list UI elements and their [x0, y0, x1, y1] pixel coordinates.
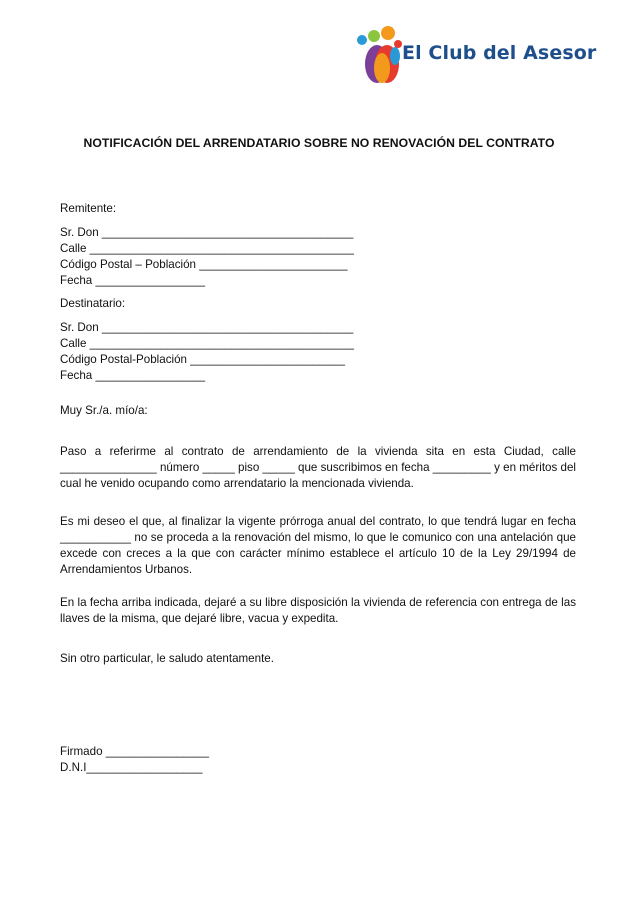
recipient-heading: Destinatario: [60, 297, 126, 310]
recipient-date-line: Fecha _________________ [60, 369, 206, 382]
sender-block [60, 225, 354, 289]
sender-street-line: Calle _________________________________________ [60, 242, 355, 255]
brand-name: El Club del Asesor [402, 42, 597, 64]
recipient-postal-line: Código Postal-Población ________________________ [60, 353, 345, 366]
recipient-name-line: Sr. Don _______________________________________ [60, 321, 354, 334]
document-title: NOTIFICACIÓN DEL ARRENDATARIO SOBRE NO RENOVACIÓN DEL CONTRATO [83, 136, 555, 150]
sender-name-line: Sr. Don _______________________________________ [60, 226, 354, 239]
closing-paragraph: Sin otro particular, le saludo atentamente. [60, 652, 274, 665]
sender-postal-line: Código Postal – Población _______________________ [60, 258, 348, 271]
sender-date-line: Fecha _________________ [60, 274, 206, 287]
signature-block [60, 744, 209, 776]
people-logo-icon [357, 26, 402, 83]
body-paragraph: En la fecha arriba indicada, dejaré a su libre disposición la vivienda de referencia con entrega de las llaves de la misma, que dejaré libre, vacua y expedita. [60, 596, 576, 625]
salutation: Muy Sr./a. mío/a: [60, 404, 148, 417]
body-paragraph: Es mi deseo el que, al finalizar la vigente prórroga anual del contrato, lo que tendrá lugar en fecha ___________ no se proceda a la renovación del mismo, lo que le comunico con una antelación que excede con creces a la que con carácter mínimo establece el artículo 10 de la Ley 29/1994 de Arrendamientos Urbanos. [60, 515, 576, 576]
dni-line: D.N.I__________________ [60, 761, 203, 774]
recipient-street-line: Calle _________________________________________ [60, 337, 355, 350]
signature-line: Firmado ________________ [60, 745, 209, 758]
body-paragraph: Paso a referirme al contrato de arrendamiento de la vivienda sita en esta Ciudad, calle _______________ número _____ piso _____ que suscribimos en fecha _________ y en méritos del cual he venido ocupando como arrendatario la mencionada vivienda. [60, 445, 576, 490]
recipient-block [60, 320, 354, 384]
sender-heading: Remitente: [60, 202, 117, 215]
